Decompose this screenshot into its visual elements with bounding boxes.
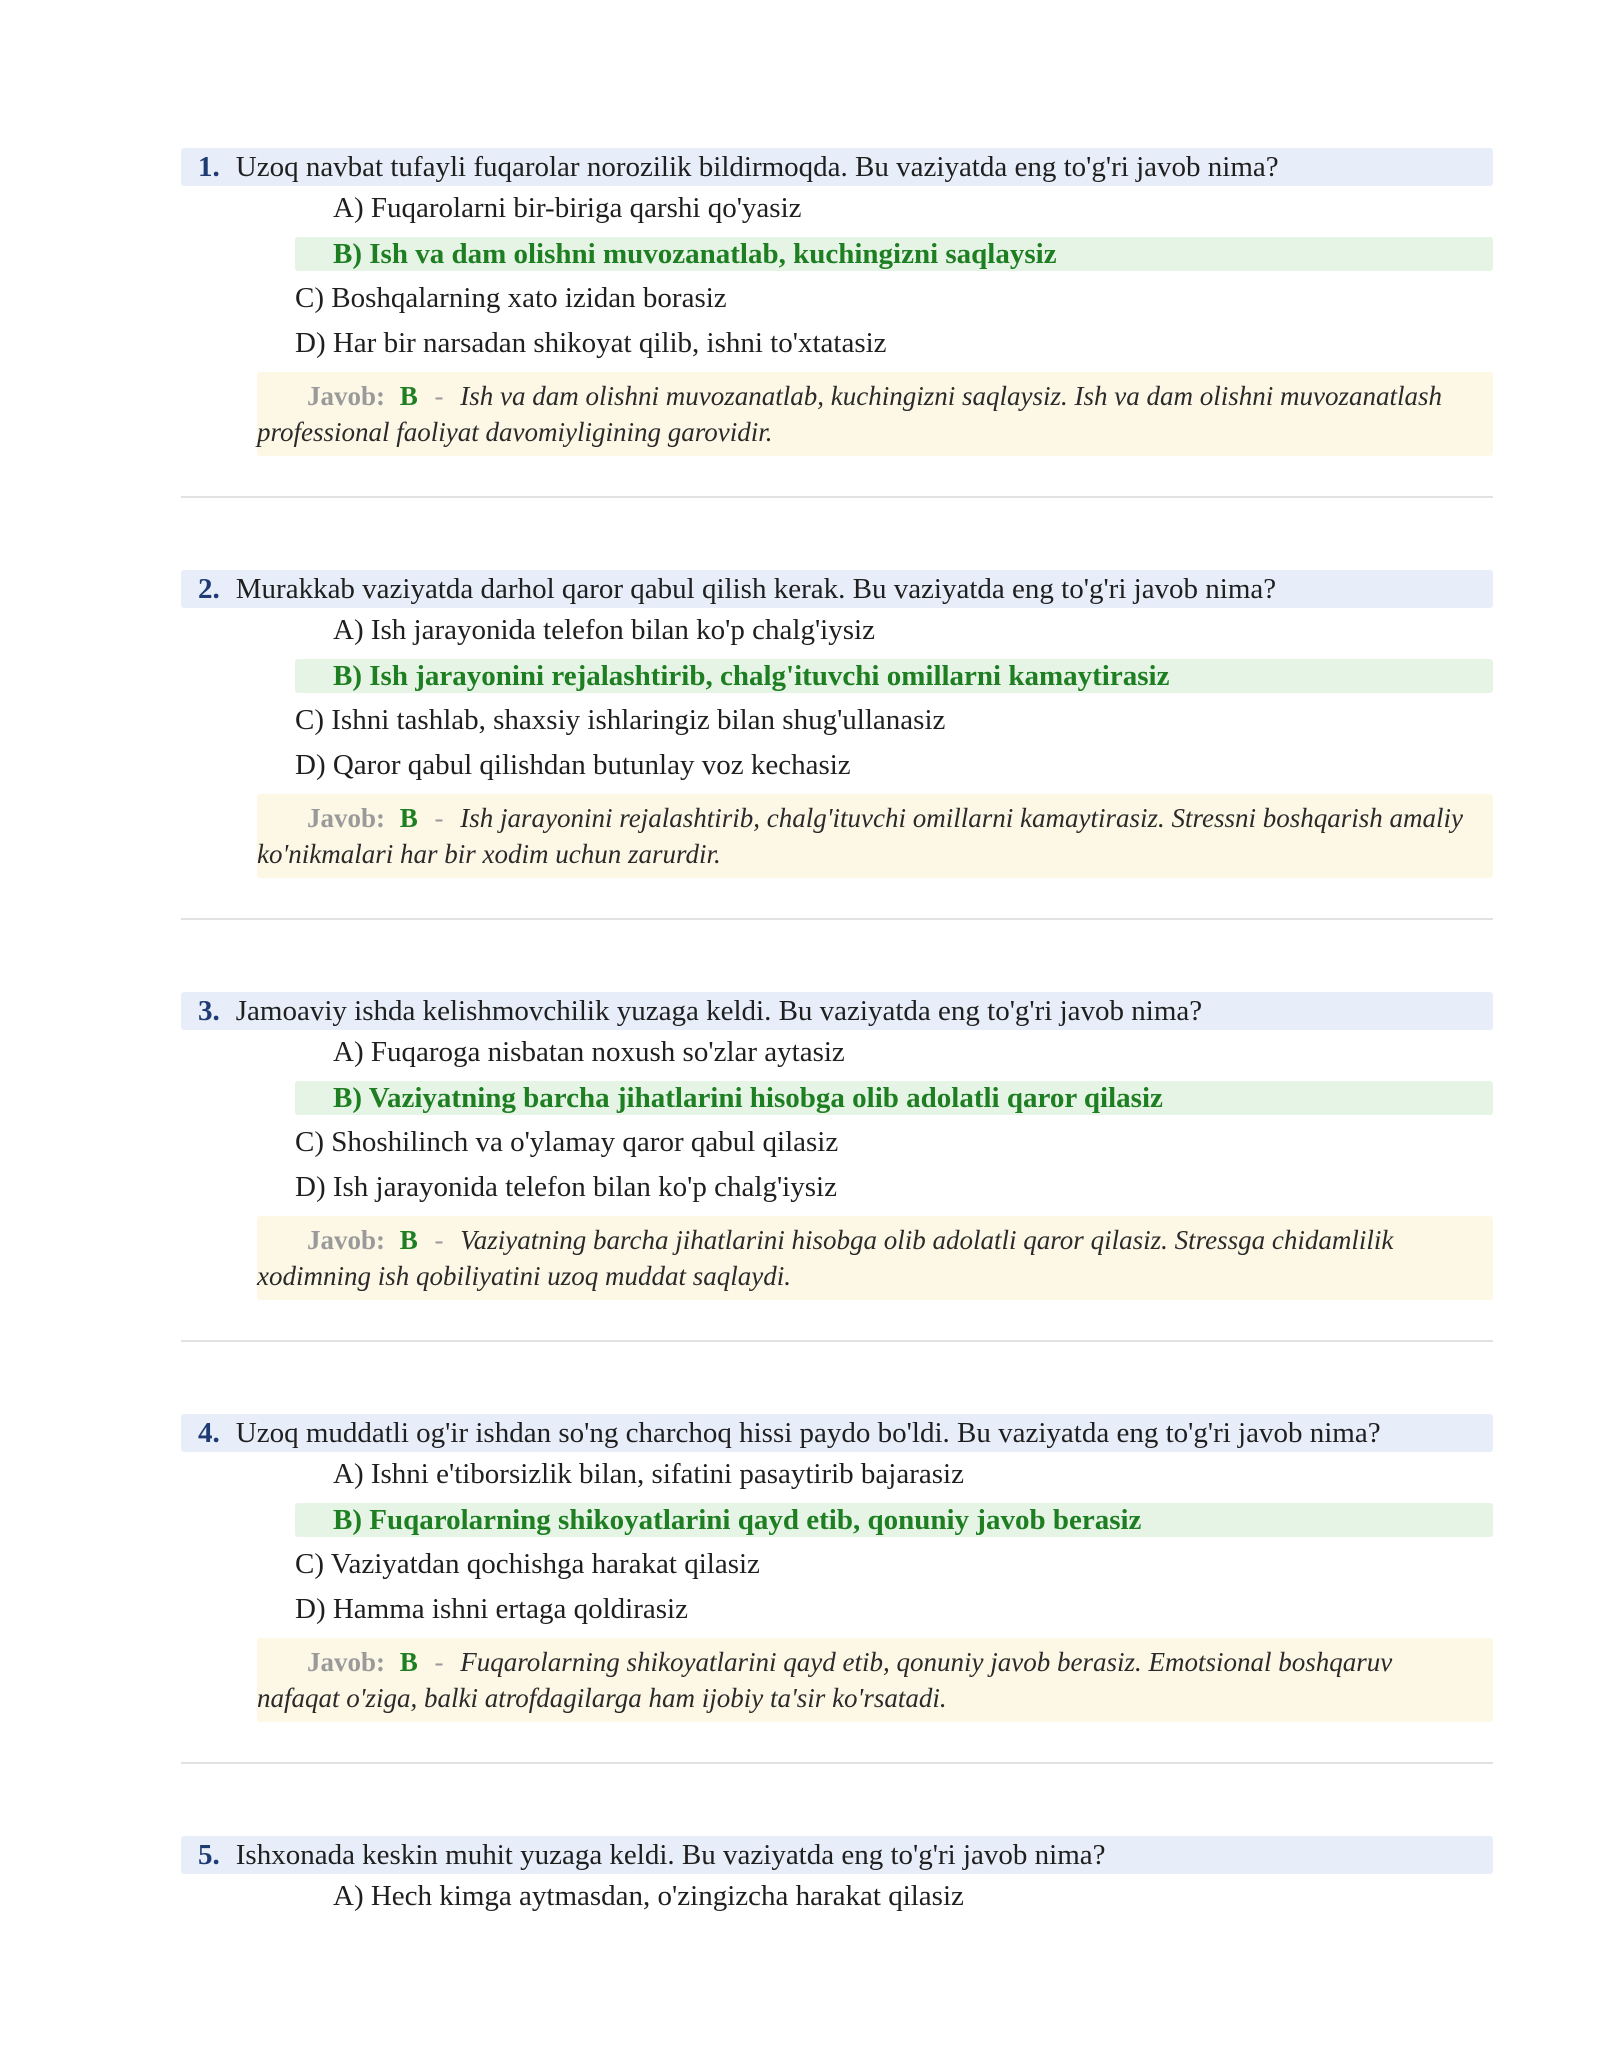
answer-explanation — [257, 1216, 1493, 1300]
option-a: A) Fuqaroga nisbatan noxush so'zlar aytasiz — [333, 1036, 845, 1068]
question-number: 4. — [198, 1416, 220, 1449]
answer-text: Fuqarolarning shikoyatlarini qayd etib, qonuniy javob berasiz. Emotsional boshqaruv nafaqat o'ziga, balki atrofdagilarga ham ijobiy ta'sir ko'rsatadi. — [257, 1647, 1393, 1713]
divider — [181, 496, 1493, 498]
question-text: Uzoq navbat tufayli fuqarolar norozilik bildirmoqda. Bu vaziyatda eng to'g'ri javob nima? — [235, 150, 1279, 183]
answer-letter: B — [399, 1647, 418, 1677]
question-text: Ishxonada keskin muhit yuzaga keldi. Bu vaziyatda eng to'g'ri javob nima? — [235, 1838, 1106, 1871]
option-b-correct: B) Fuqarolarning shikoyatlarini qayd etib, qonuniy javob berasiz — [295, 1503, 1493, 1537]
option-d: D) Ish jarayonida telefon bilan ko'p chalg'iysiz — [295, 1171, 837, 1203]
option-d: D) Hamma ishni ertaga qoldirasiz — [295, 1593, 688, 1625]
question-number: 5. — [198, 1838, 220, 1871]
question-text: Uzoq muddatli og'ir ishdan so'ng charchoq hissi paydo bo'ldi. Bu vaziyatda eng to'g'ri javob nima? — [235, 1416, 1381, 1449]
answer-dash: - — [434, 803, 444, 833]
question-number: 3. — [198, 994, 220, 1027]
answer-letter: B — [399, 803, 418, 833]
question-number: 2. — [198, 572, 220, 605]
option-c: C) Ishni tashlab, shaxsiy ishlaringiz bilan shug'ullanasiz — [295, 704, 946, 736]
answer-explanation — [257, 372, 1493, 456]
answer-dash: - — [434, 1225, 444, 1255]
question-header — [181, 1836, 1493, 1874]
question-text: Jamoaviy ishda kelishmovchilik yuzaga keldi. Bu vaziyatda eng to'g'ri javob nima? — [235, 994, 1203, 1027]
option-a: A) Hech kimga aytmasdan, o'zingizcha harakat qilasiz — [333, 1880, 964, 1912]
answer-dash: - — [434, 1647, 444, 1677]
question-block-4 — [181, 1414, 1493, 1722]
question-header — [181, 570, 1493, 608]
question-number: 1. — [198, 150, 220, 183]
answer-label: Javob: — [307, 1647, 386, 1677]
question-text: Murakkab vaziyatda darhol qaror qabul qilish kerak. Bu vaziyatda eng to'g'ri javob nima? — [235, 572, 1277, 605]
answer-explanation — [257, 1638, 1493, 1722]
option-b-correct: B) Ish va dam olishni muvozanatlab, kuchingizni saqlaysiz — [295, 237, 1493, 271]
divider — [181, 918, 1493, 920]
option-b-correct: B) Vaziyatning barcha jihatlarini hisobga olib adolatli qaror qilasiz — [295, 1081, 1493, 1115]
option-c: C) Vaziyatdan qochishga harakat qilasiz — [295, 1548, 760, 1580]
answer-text: Vaziyatning barcha jihatlarini hisobga olib adolatli qaror qilasiz. Stressga chidamlilik xodimning ish qobiliyatini uzoq muddat saqlaydi. — [257, 1225, 1394, 1291]
answer-text: Ish jarayonini rejalashtirib, chalg'ituvchi omillarni kamaytirasiz. Stressni boshqarish amaliy ko'nikmalari har bir xodim uchun zarurdir. — [257, 803, 1464, 869]
option-a: A) Fuqarolarni bir-biriga qarshi qo'yasiz — [333, 192, 802, 224]
option-a: A) Ish jarayonida telefon bilan ko'p chalg'iysiz — [333, 614, 875, 646]
divider — [181, 1762, 1493, 1764]
question-block-3 — [181, 992, 1493, 1300]
answer-explanation — [257, 794, 1493, 878]
option-c: C) Shoshilinch va o'ylamay qaror qabul qilasiz — [295, 1126, 839, 1158]
divider — [181, 1340, 1493, 1342]
option-c: C) Boshqalarning xato izidan borasiz — [295, 282, 727, 314]
answer-label: Javob: — [307, 803, 386, 833]
question-header — [181, 148, 1493, 186]
option-d: D) Qaror qabul qilishdan butunlay voz kechasiz — [295, 749, 851, 781]
answer-text: Ish va dam olishni muvozanatlab, kuchingizni saqlaysiz. Ish va dam olishni muvozanatlash professional faoliyat davomiyligining garovidir. — [257, 381, 1442, 447]
answer-dash: - — [434, 381, 444, 411]
question-block-1 — [181, 148, 1493, 456]
answer-label: Javob: — [307, 381, 386, 411]
answer-letter: B — [399, 1225, 418, 1255]
option-b-correct: B) Ish jarayonini rejalashtirib, chalg'ituvchi omillarni kamaytirasiz — [295, 659, 1493, 693]
question-block-5 — [181, 1836, 1493, 1919]
answer-label: Javob: — [307, 1225, 386, 1255]
answer-letter: B — [399, 381, 418, 411]
option-a: A) Ishni e'tiborsizlik bilan, sifatini pasaytirib bajarasiz — [333, 1458, 964, 1490]
question-header — [181, 992, 1493, 1030]
question-block-2 — [181, 570, 1493, 878]
option-d: D) Har bir narsadan shikoyat qilib, ishni to'xtatasiz — [295, 327, 887, 359]
question-header — [181, 1414, 1493, 1452]
